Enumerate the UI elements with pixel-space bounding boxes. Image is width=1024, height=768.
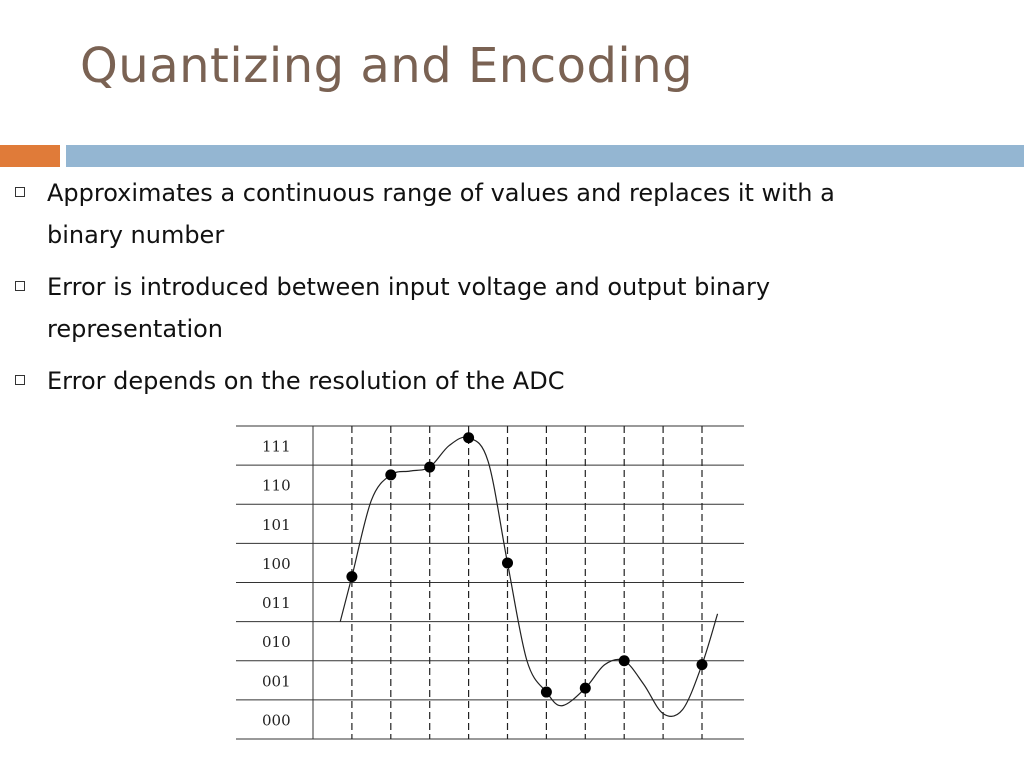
- sample-point: [502, 557, 513, 568]
- accent-bar-blue: [66, 145, 1024, 167]
- quantization-chart-svg: [226, 420, 750, 744]
- sample-point: [424, 462, 435, 473]
- bullet-text: Error is introduced between input voltage and output binary representation: [47, 273, 771, 343]
- signal-curve: [340, 437, 717, 716]
- sample-point: [580, 683, 591, 694]
- y-tick-label: 100: [262, 554, 291, 573]
- bullet-item: [12, 360, 912, 402]
- bullet-text: Error depends on the resolution of the ADC: [47, 367, 565, 395]
- bullet-item: [12, 172, 912, 256]
- y-tick-label: 001: [262, 672, 291, 691]
- bullet-text: Approximates a continuous range of values and replaces it with a binary number: [47, 179, 835, 249]
- sample-point: [385, 469, 396, 480]
- sample-point: [619, 655, 630, 666]
- square-bullet-icon: [15, 281, 25, 291]
- bullet-list: [12, 172, 912, 412]
- y-tick-label: 101: [262, 515, 291, 534]
- bullet-item: [12, 266, 912, 350]
- y-tick-label: 011: [262, 594, 291, 613]
- square-bullet-icon: [15, 187, 25, 197]
- y-tick-label: 000: [262, 711, 291, 730]
- square-bullet-icon: [15, 375, 25, 385]
- sample-point: [541, 687, 552, 698]
- slide-title: Quantizing and Encoding: [80, 38, 694, 94]
- quantization-chart: [226, 420, 750, 744]
- sample-point: [463, 432, 474, 443]
- accent-bar-orange: [0, 145, 60, 167]
- y-tick-label: 111: [262, 437, 291, 456]
- y-tick-label: 010: [262, 633, 291, 652]
- sample-point: [697, 659, 708, 670]
- sample-point: [346, 571, 357, 582]
- y-tick-label: 110: [262, 476, 291, 495]
